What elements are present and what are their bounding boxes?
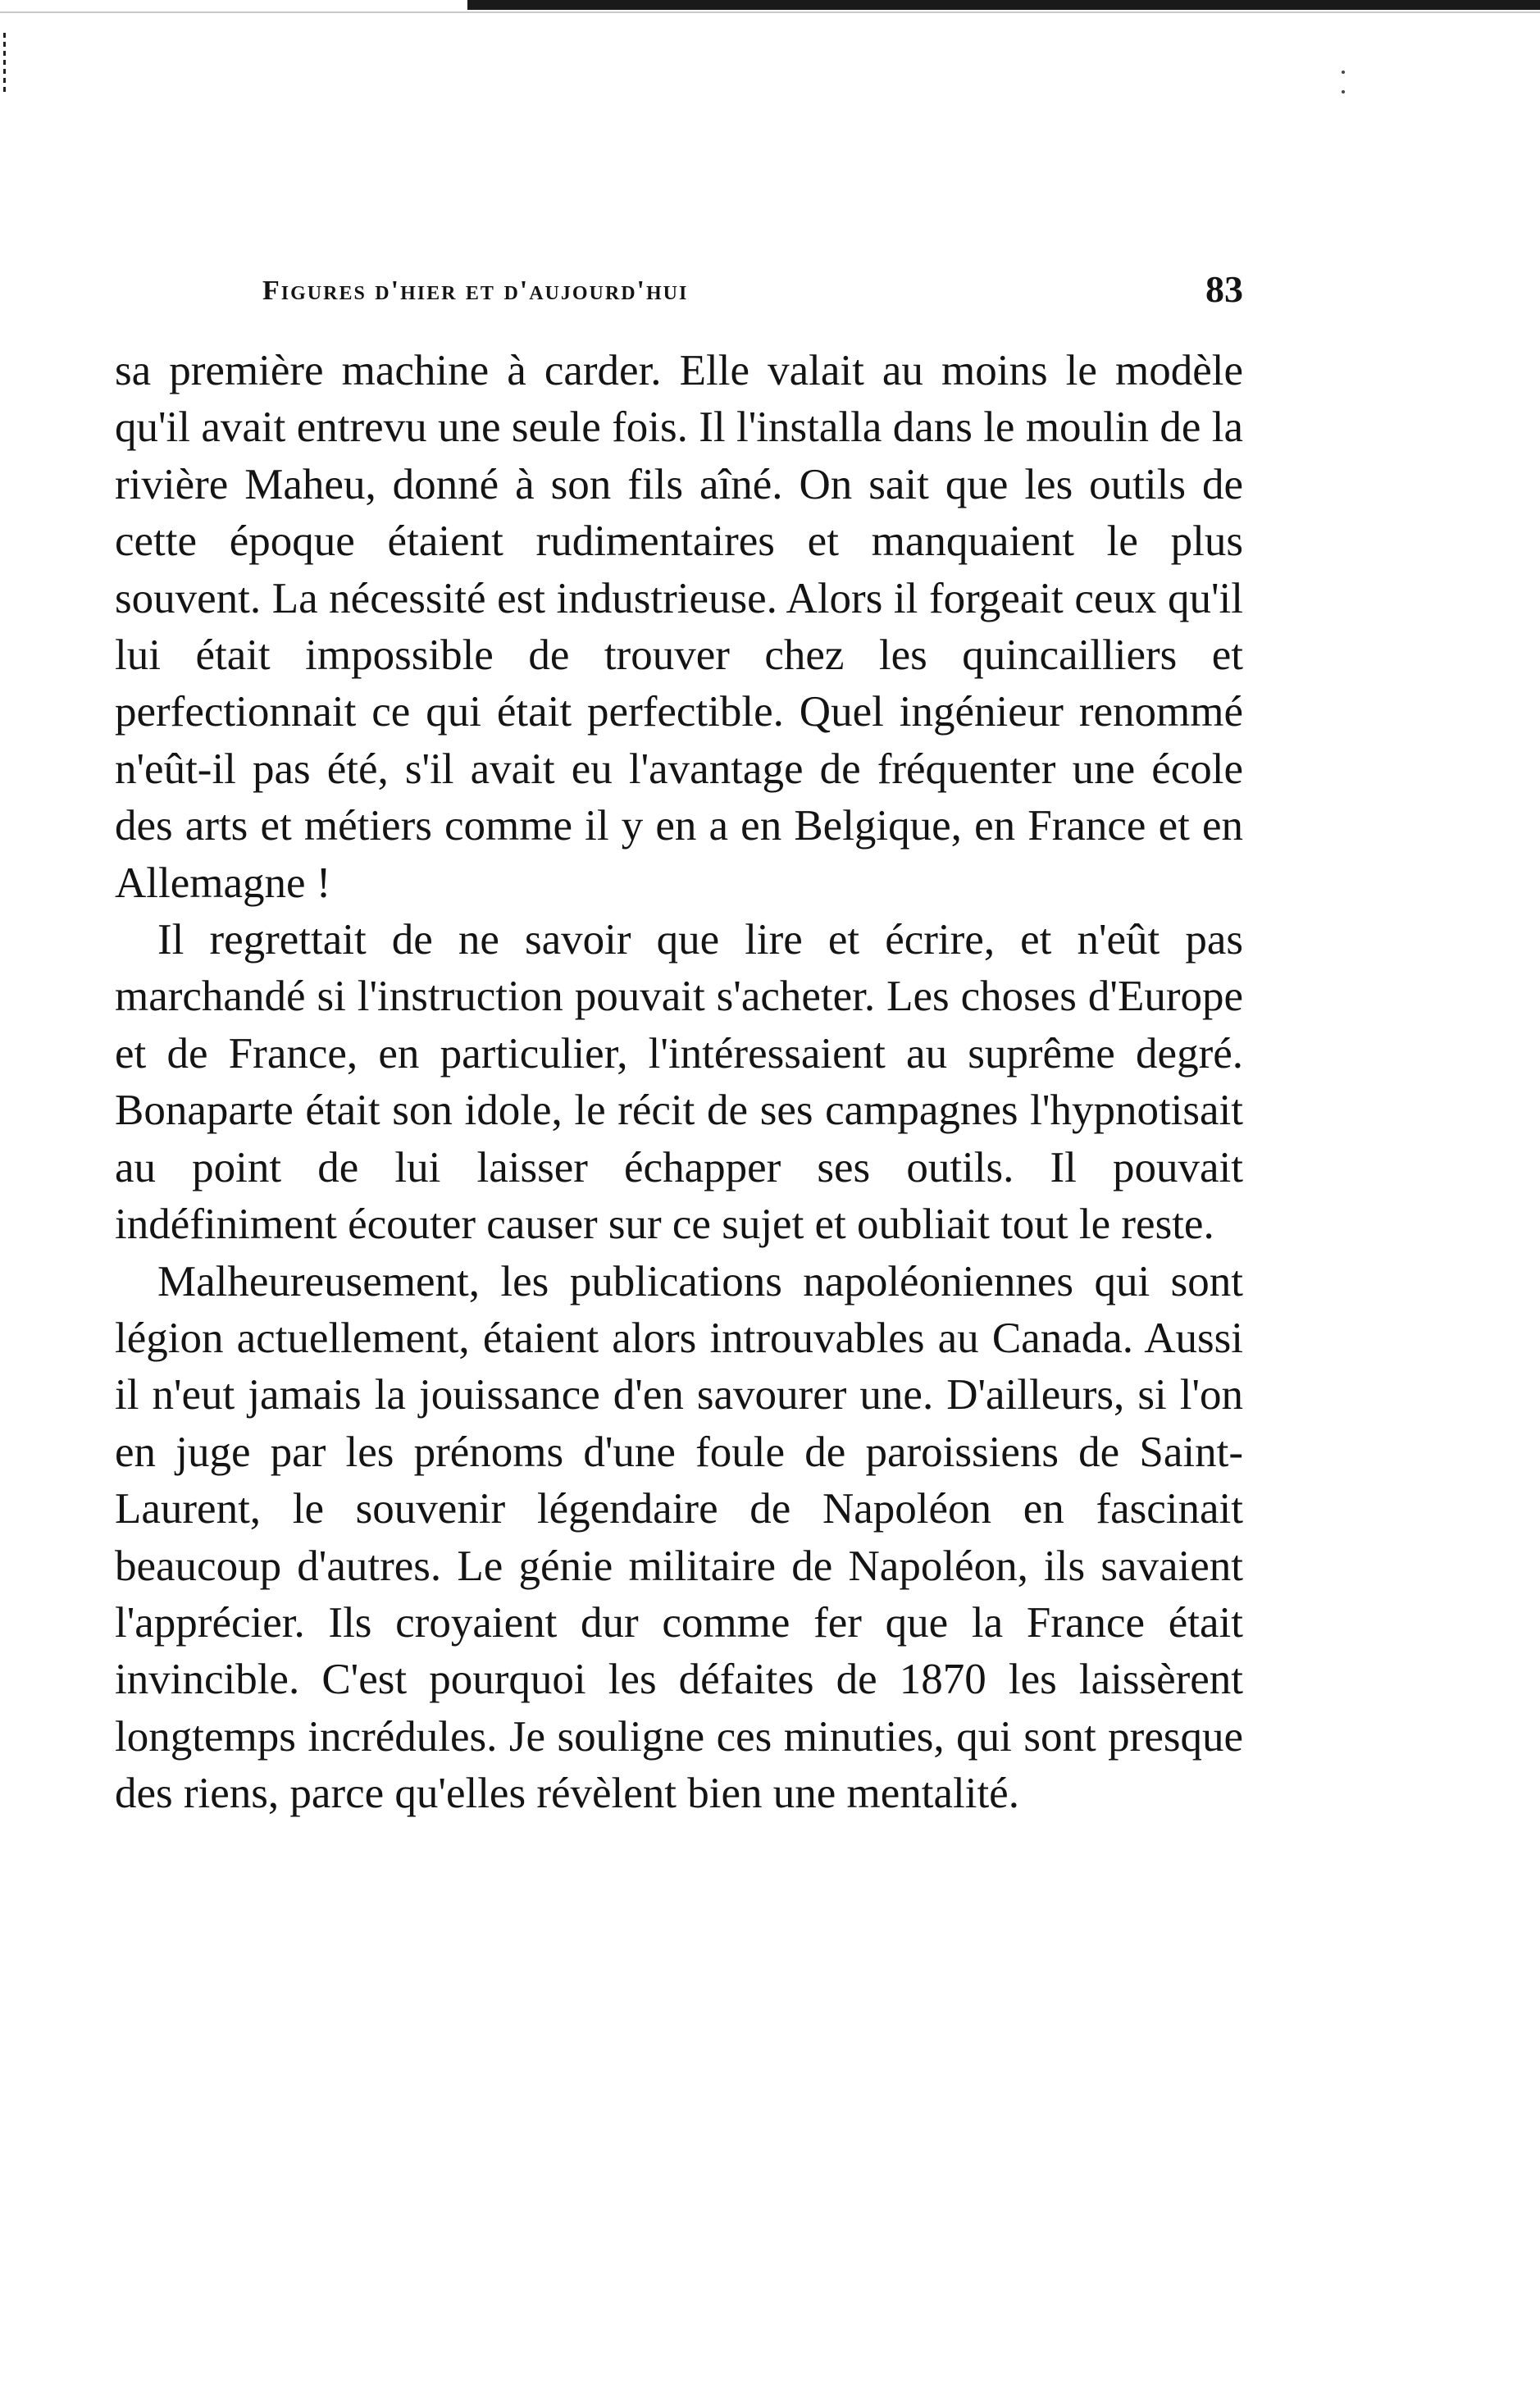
page-header [115, 267, 1243, 320]
body-text [115, 343, 1243, 1823]
top-border-rule [467, 0, 1540, 10]
paragraph: sa première machine à carder. Elle valait au moins le modèle qu'il avait entrevu une seule fois. Il l'installa dans le moulin de la rivière Maheu, donné à son fils aîné. On sait que les outils de cette époque étaient rudimentaires et manquaient le plus souvent. La nécessité est industrieuse. Alors il forgeait ceux qu'il lui était impossible de trouver chez les quincailliers et perfectionnait ce qui était perfectible. Quel ingénieur renommé n'eût-il pas été, s'il avait eu l'avantage de fréquenter une école des arts et métiers comme il y en a en Belgique, en France et en Allemagne ! [115, 347, 1243, 907]
page-number: 83 [1205, 268, 1243, 310]
scan-edge-mark [3, 33, 6, 94]
scan-speck [1342, 71, 1345, 74]
paragraph: Il regrettait de ne savoir que lire et écrire, et n'eût pas marchandé si l'instruction pouvait s'acheter. Les choses d'Europe et de France, en particulier, l'intéressaient au suprême degré. Bonaparte était son idole, le récit de ses campagnes l'hypnotisait au point de lui laisser échapper ses outils. Il pouvait indéfiniment écouter causer sur ce sujet et oubliait tout le reste. [115, 916, 1243, 1249]
paragraph: Malheureusement, les publications napoléoniennes qui sont légion actuellement, étaient alors introuvables au Canada. Aussi il n'eut jamais la jouissance d'en savourer une. D'ailleurs, si l'on en juge par les prénoms d'une foule de paroissiens de Saint-Laurent, le souvenir légendaire de Napoléon en fascinait beaucoup d'autres. Le génie militaire de Napoléon, ils savaient l'apprécier. Ils croyaient dur comme fer que la France était invincible. C'est pourquoi les défaites de 1870 les laissèrent longtemps incrédules. Je souligne ces minuties, qui sont presque des riens, parce qu'elles révèlent bien une mentalité. [115, 1257, 1243, 1818]
running-title: Figures d'hier et d'aujourd'hui [262, 276, 689, 306]
scan-speck [1342, 90, 1345, 93]
top-scan-edge [0, 11, 1540, 13]
